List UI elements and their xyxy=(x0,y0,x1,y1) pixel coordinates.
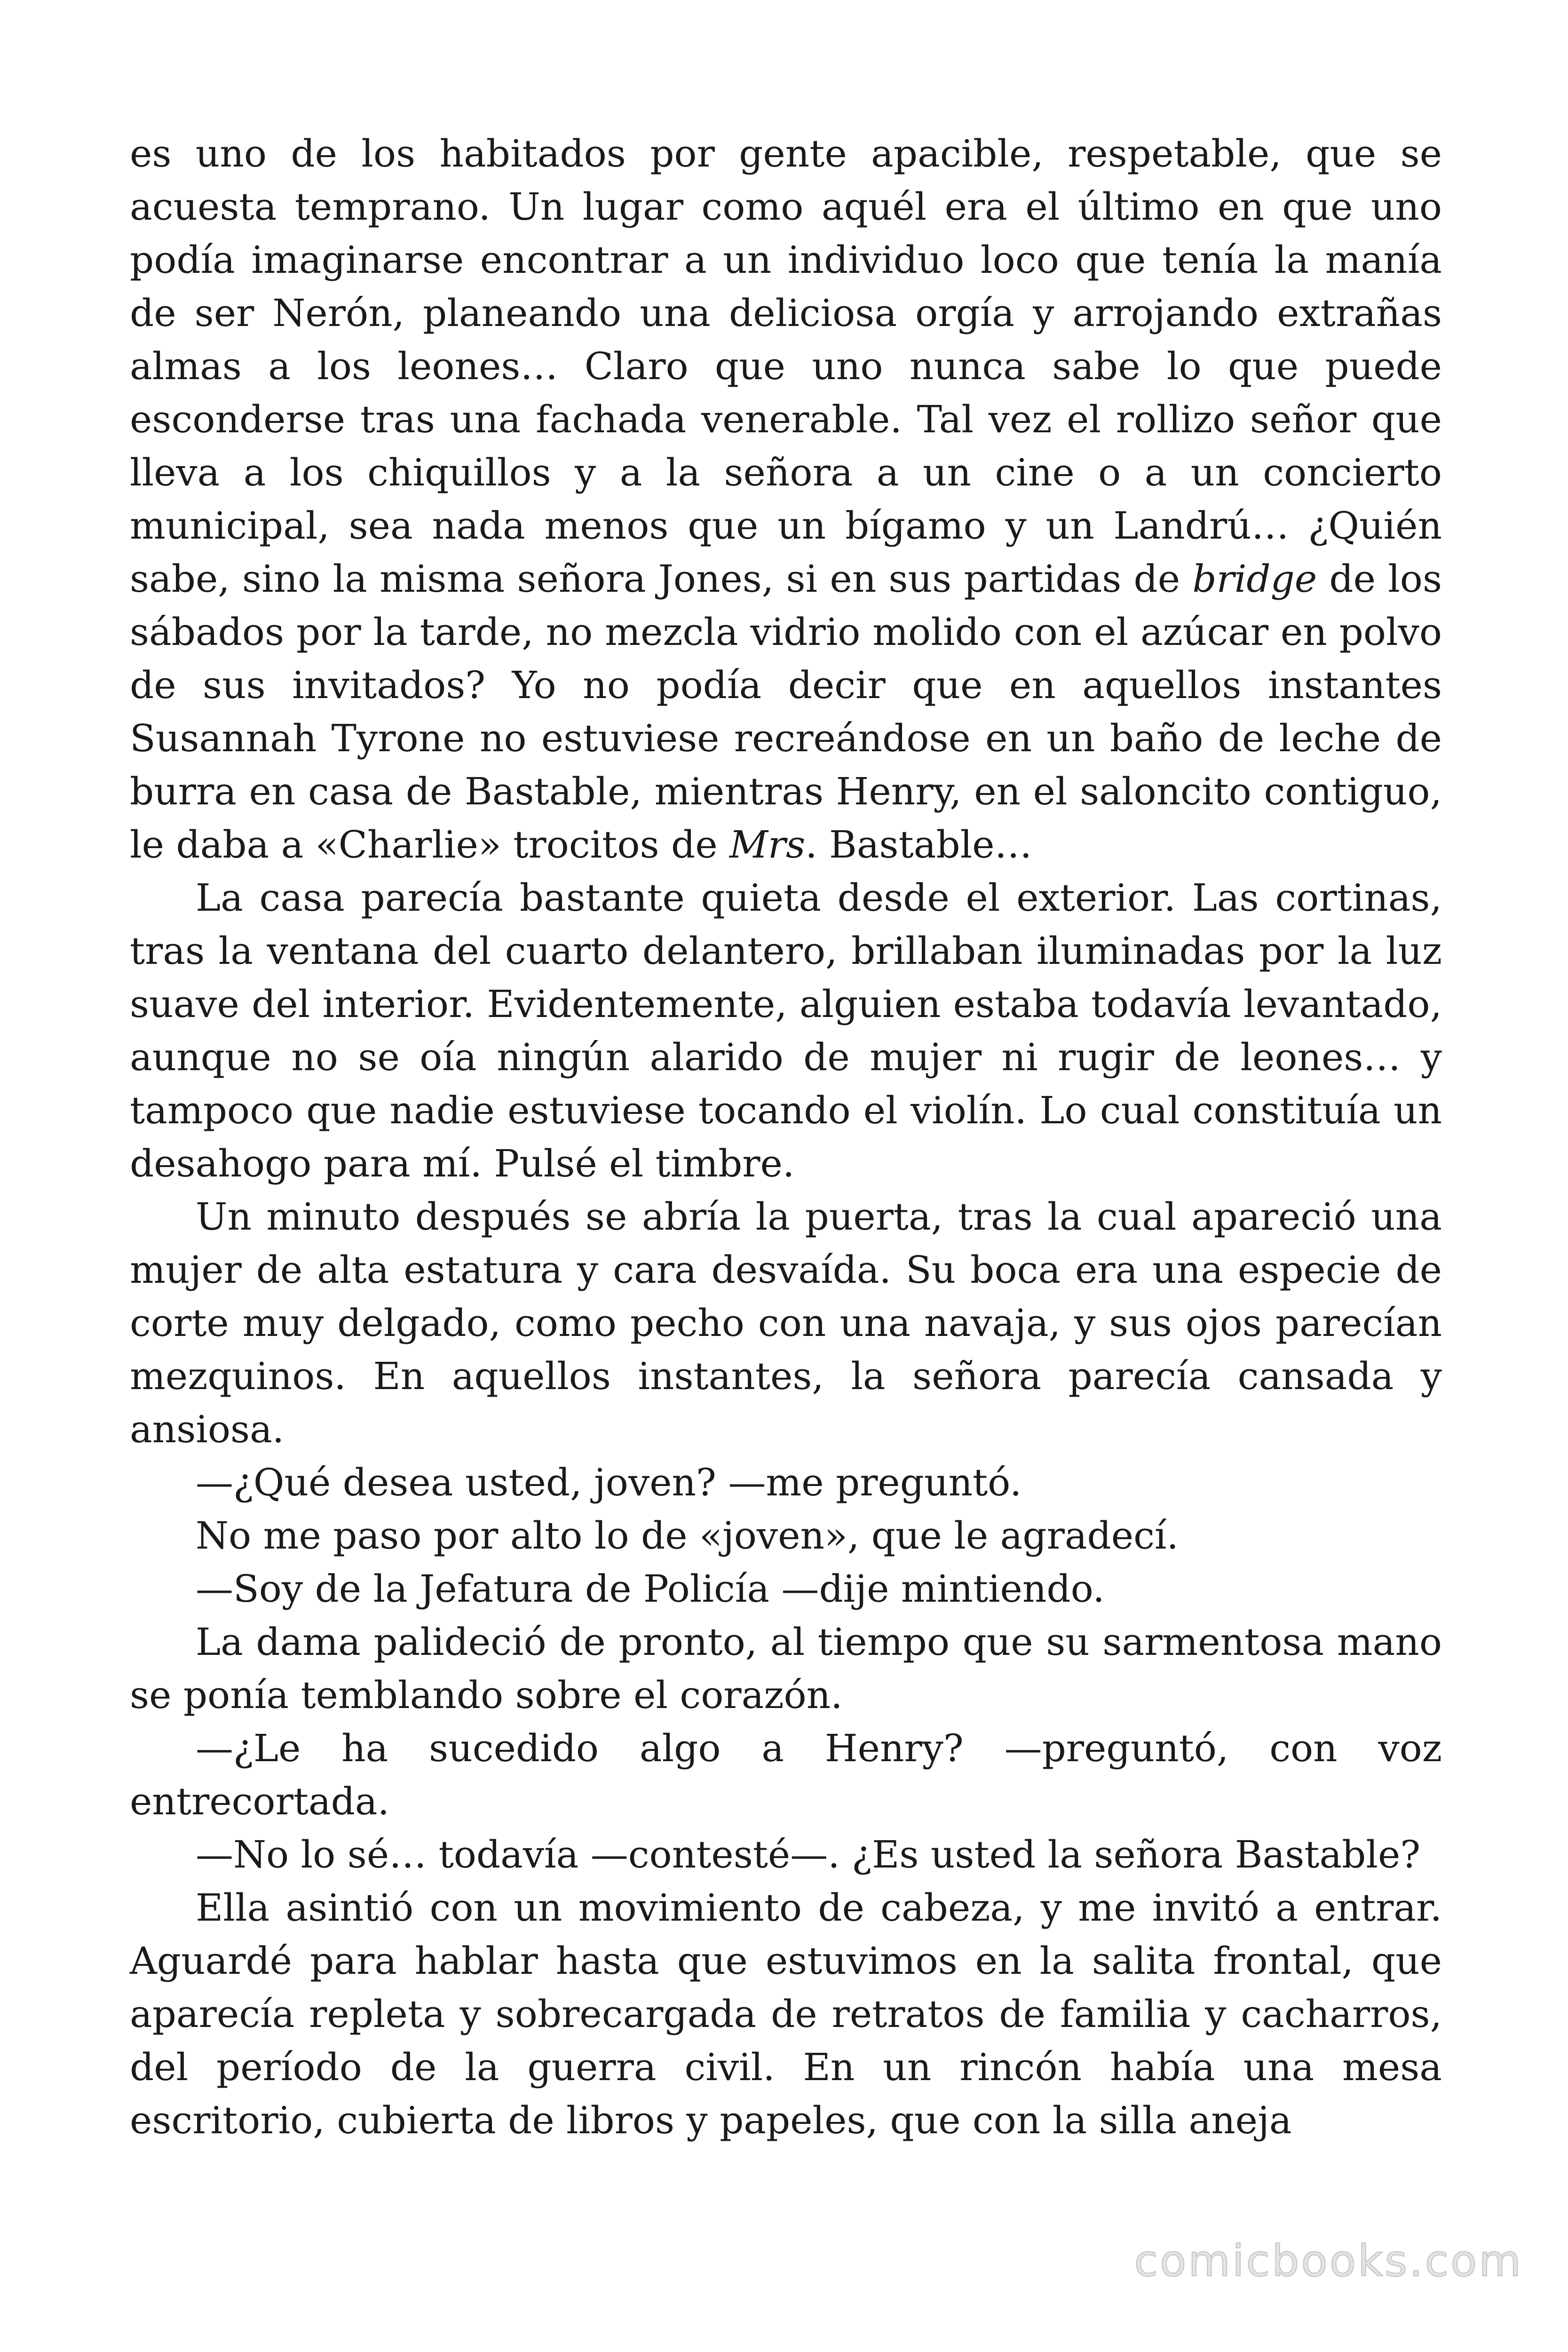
paragraph-3 xyxy=(130,1190,1442,1456)
text-run: —Soy de la Jefatura de Policía —dije mintiendo. xyxy=(196,1567,1105,1611)
paragraph-5 xyxy=(130,1509,1442,1562)
paragraph-2 xyxy=(130,871,1442,1190)
text-run: Un minuto después se abría la puerta, tras la cual apareció una mujer de alta estatura y cara desvaída. Su boca era una especie de corte muy delgado, como pecho con una navaja, y sus ojos parecían mezquinos. En aquellos instantes, la señora parecía cansada y ansiosa. xyxy=(130,1195,1442,1451)
text-run: No me paso por alto lo de «joven», que le agradecí. xyxy=(196,1514,1179,1557)
text-run: La casa parecía bastante quieta desde el exterior. Las cortinas, tras la ventana del cuarto delantero, brillaban iluminadas por la luz suave del interior. Evidentemente, alguien estaba todavía levantado, aunque no se oía ningún alarido de mujer ni rugir de leones… y tampoco que nadie estuviese tocando el violín. Lo cual constituía un desahogo para mí. Pulsé el timbre. xyxy=(130,876,1442,1185)
text-run: . Bastable… xyxy=(805,823,1032,866)
paragraph-6 xyxy=(130,1562,1442,1615)
text-run: La dama palideció de pronto, al tiempo que su sarmentosa mano se ponía temblando sobre el corazón. xyxy=(130,1620,1442,1717)
paragraph-1 xyxy=(130,127,1442,871)
book-page-text xyxy=(130,127,1442,2147)
text-run: de los sábados por la tarde, no mezcla vidrio molido con el azúcar en polvo de sus invitados? Yo no podía decir que en aquellos instantes Susannah Tyrone no estuviese recreándose en un baño de leche de burra en casa de Bastable, mientras Henry, en el saloncito contiguo, le daba a «Charlie» trocitos de xyxy=(130,557,1442,866)
italic-run: Mrs xyxy=(729,823,806,866)
text-run: —¿Qué desea usted, joven? —me preguntó. xyxy=(196,1461,1022,1504)
paragraph-8 xyxy=(130,1722,1442,1828)
italic-run: bridge xyxy=(1192,557,1317,601)
watermark: comicbooks.com xyxy=(1134,2236,1523,2286)
paragraph-4 xyxy=(130,1456,1442,1509)
paragraph-7 xyxy=(130,1615,1442,1722)
text-run: Ella asintió con un movimiento de cabeza, y me invitó a entrar. Aguardé para hablar hasta que estuvimos en la salita frontal, que aparecía repleta y sobrecargada de retratos de familia y cacharros, del período de la guerra civil. En un rincón había una mesa escritorio, cubierta de libros y papeles, que con la silla aneja xyxy=(130,1886,1442,2142)
text-run: —No lo sé… todavía —contesté—. ¿Es usted la señora Bastable? xyxy=(196,1833,1421,1876)
text-run: es uno de los habitados por gente apacible, respetable, que se acuesta temprano. Un lugar como aquél era el último en que uno podía imaginarse encontrar a un individuo loco que tenía la manía de ser Nerón, planeando una deliciosa orgía y arrojando extrañas almas a los leones… Claro que uno nunca sabe lo que puede esconderse tras una fachada venerable. Tal vez el rollizo señor que lleva a los chiquillos y a la señora a un cine o a un concierto municipal, sea nada menos que un bígamo y un Landrú… ¿Quién sabe, sino la misma señora Jones, si en sus partidas de xyxy=(130,132,1442,601)
text-run: —¿Le ha sucedido algo a Henry? —preguntó, con voz entrecortada. xyxy=(130,1726,1442,1823)
paragraph-9 xyxy=(130,1828,1442,1881)
paragraph-10 xyxy=(130,1881,1442,2147)
